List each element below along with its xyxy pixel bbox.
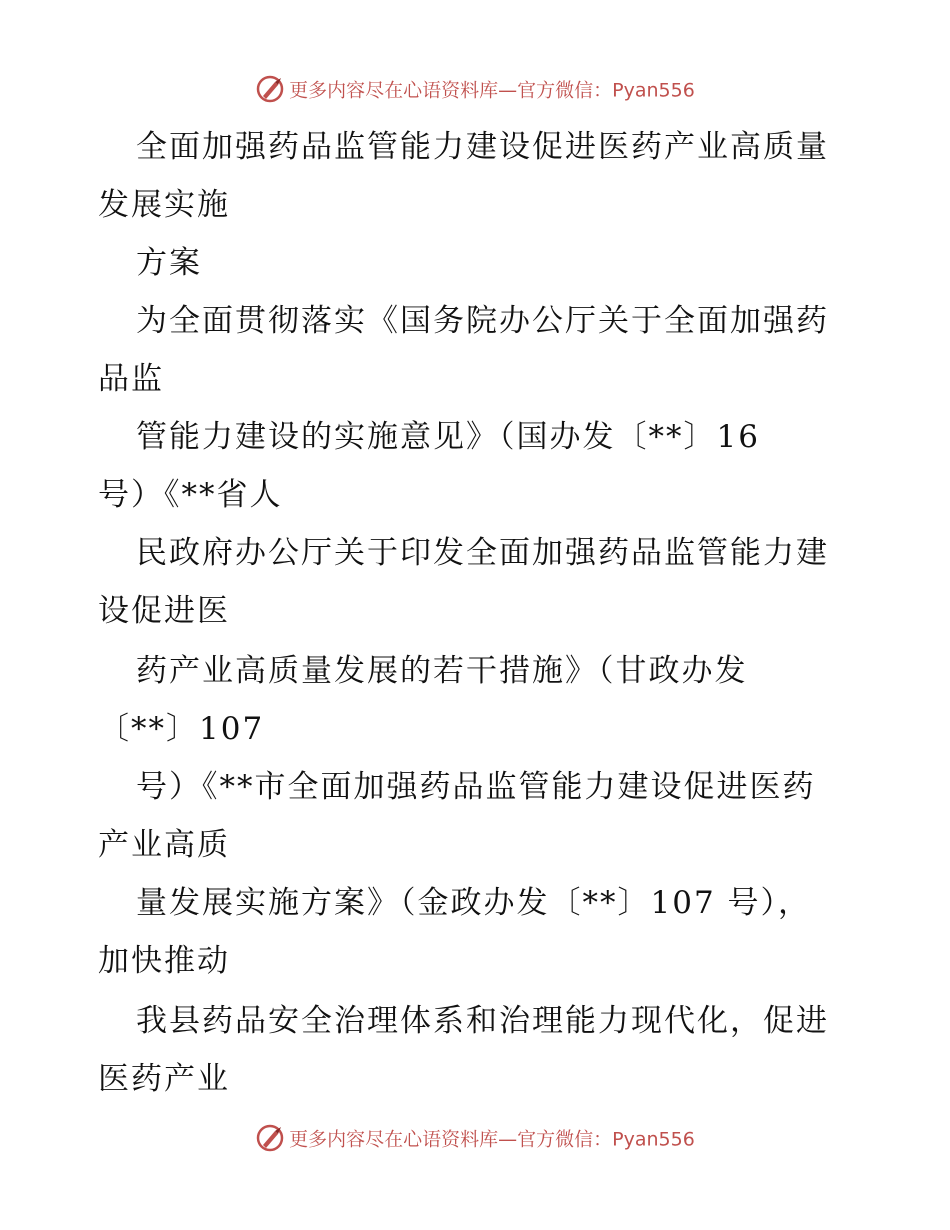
watermark-text: 更多内容尽在心语资料库—官方微信：Pyan556 xyxy=(289,79,695,102)
text-line: 〔**〕107 xyxy=(98,711,265,747)
text-line: 量发展实施方案》（金政办发〔**〕107 号）， xyxy=(136,885,812,921)
text-line: 加快推动 xyxy=(98,943,230,979)
text-line: 我县药品安全治理体系和治理能力现代化，促进 xyxy=(136,1003,829,1039)
text-line: 民政府办公厅关于印发全面加强药品监管能力建 xyxy=(136,535,829,571)
watermark-text: 更多内容尽在心语资料库—官方微信：Pyan556 xyxy=(289,1128,695,1151)
text-line: 为全面贯彻落实《国务院办公厅关于全面加强药 xyxy=(136,303,829,339)
text-line: 品监 xyxy=(98,361,164,397)
text-line: 产业高质 xyxy=(98,827,230,863)
text-line: 全面加强药品监管能力建设促进医药产业高质量 xyxy=(136,129,829,165)
text-line: 发展实施 xyxy=(98,187,230,223)
text-line: 设促进医 xyxy=(98,593,230,629)
text-line: 管能力建设的实施意见》（国办发〔**〕16 xyxy=(136,419,760,455)
watermark-header xyxy=(0,74,950,104)
text-line: 医药产业 xyxy=(98,1061,230,1097)
pen-logo-icon xyxy=(255,74,285,104)
text-line: 方案 xyxy=(136,245,202,281)
watermark-footer xyxy=(0,1123,950,1153)
text-line: 号）《**市全面加强药品监管能力建设促进医药 xyxy=(136,769,816,805)
text-line: 药产业高质量发展的若干措施》（甘政办发 xyxy=(136,653,748,689)
text-line: 号）《**省人 xyxy=(98,477,283,513)
pen-logo-icon xyxy=(255,1123,285,1153)
